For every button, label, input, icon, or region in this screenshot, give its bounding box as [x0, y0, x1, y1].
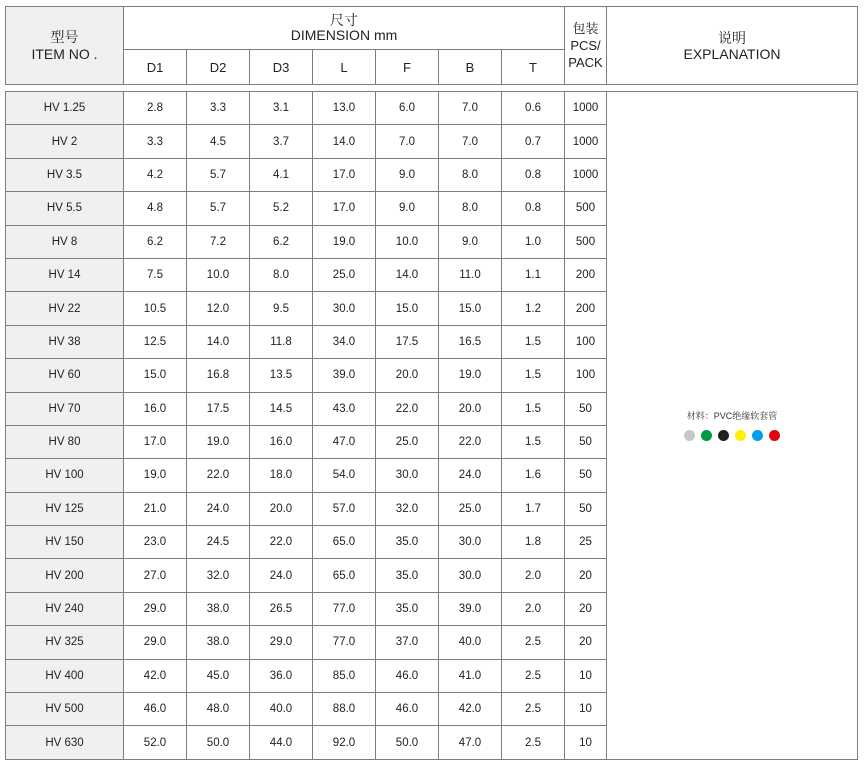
- item-no-cell: HV 38: [6, 325, 124, 358]
- d2-cell: 3.3: [187, 92, 250, 125]
- l-cell: 17.0: [313, 192, 376, 225]
- pack-cell: 100: [565, 325, 607, 358]
- color-swatch-dot: [701, 430, 712, 441]
- d2-cell: 4.5: [187, 125, 250, 158]
- f-cell: 35.0: [376, 592, 439, 625]
- l-cell: 17.0: [313, 158, 376, 191]
- f-cell: 25.0: [376, 425, 439, 458]
- d3-cell: 20.0: [250, 492, 313, 525]
- d1-cell: 6.2: [124, 225, 187, 258]
- f-cell: 17.5: [376, 325, 439, 358]
- d2-cell: 7.2: [187, 225, 250, 258]
- b-cell: 19.0: [439, 359, 502, 392]
- b-cell: 16.5: [439, 325, 502, 358]
- d1-cell: 2.8: [124, 92, 187, 125]
- item-no-cell: HV 1.25: [6, 92, 124, 125]
- pack-cell: 25: [565, 526, 607, 559]
- item-no-cell: HV 5.5: [6, 192, 124, 225]
- item-no-cell: HV 150: [6, 526, 124, 559]
- d2-cell: 10.0: [187, 258, 250, 291]
- color-swatch-dot: [718, 430, 729, 441]
- pack-header-en-2: PACK: [568, 55, 603, 70]
- d2-cell: 19.0: [187, 425, 250, 458]
- l-cell: 77.0: [313, 592, 376, 625]
- column-header-b: B: [439, 50, 502, 85]
- table-row: [6, 92, 858, 125]
- pack-cell: 20: [565, 592, 607, 625]
- t-cell: 1.2: [502, 292, 565, 325]
- item-no-cell: HV 3.5: [6, 158, 124, 191]
- d2-cell: 17.5: [187, 392, 250, 425]
- item-no-cell: HV 60: [6, 359, 124, 392]
- b-cell: 30.0: [439, 526, 502, 559]
- pack-cell: 50: [565, 425, 607, 458]
- color-swatch-dot: [752, 430, 763, 441]
- t-cell: 1.6: [502, 459, 565, 492]
- f-cell: 37.0: [376, 626, 439, 659]
- t-cell: 1.0: [502, 225, 565, 258]
- f-cell: 10.0: [376, 225, 439, 258]
- f-cell: 22.0: [376, 392, 439, 425]
- d1-cell: 4.2: [124, 158, 187, 191]
- b-cell: 22.0: [439, 425, 502, 458]
- f-cell: 9.0: [376, 158, 439, 191]
- item-no-cell: HV 400: [6, 659, 124, 692]
- d3-cell: 29.0: [250, 626, 313, 659]
- pack-cell: 50: [565, 392, 607, 425]
- item-no-cell: HV 100: [6, 459, 124, 492]
- d3-cell: 14.5: [250, 392, 313, 425]
- l-cell: 85.0: [313, 659, 376, 692]
- item-no-cell: HV 125: [6, 492, 124, 525]
- d2-cell: 50.0: [187, 726, 250, 759]
- item-no-cell: HV 325: [6, 626, 124, 659]
- d1-cell: 21.0: [124, 492, 187, 525]
- f-cell: 30.0: [376, 459, 439, 492]
- l-cell: 47.0: [313, 425, 376, 458]
- d1-cell: 52.0: [124, 726, 187, 759]
- pack-cell: 500: [565, 192, 607, 225]
- d2-cell: 16.8: [187, 359, 250, 392]
- b-cell: 41.0: [439, 659, 502, 692]
- f-cell: 20.0: [376, 359, 439, 392]
- d3-cell: 16.0: [250, 425, 313, 458]
- d1-cell: 4.8: [124, 192, 187, 225]
- t-cell: 2.5: [502, 693, 565, 726]
- l-cell: 54.0: [313, 459, 376, 492]
- l-cell: 65.0: [313, 526, 376, 559]
- d2-cell: 48.0: [187, 693, 250, 726]
- column-header-d1: D1: [124, 50, 187, 85]
- l-cell: 77.0: [313, 626, 376, 659]
- item-no-cell: HV 500: [6, 693, 124, 726]
- d1-cell: 42.0: [124, 659, 187, 692]
- f-cell: 46.0: [376, 659, 439, 692]
- explanation-header-en: EXPLANATION: [683, 45, 781, 62]
- t-cell: 1.5: [502, 425, 565, 458]
- item-no-cell: HV 70: [6, 392, 124, 425]
- l-cell: 14.0: [313, 125, 376, 158]
- d1-cell: 29.0: [124, 626, 187, 659]
- item-no-cell: HV 14: [6, 258, 124, 291]
- f-cell: 35.0: [376, 559, 439, 592]
- d3-cell: 18.0: [250, 459, 313, 492]
- l-cell: 30.0: [313, 292, 376, 325]
- l-cell: 88.0: [313, 693, 376, 726]
- pack-cell: 1000: [565, 158, 607, 191]
- pack-cell: 200: [565, 292, 607, 325]
- d3-cell: 9.5: [250, 292, 313, 325]
- d1-cell: 27.0: [124, 559, 187, 592]
- d2-cell: 24.0: [187, 492, 250, 525]
- l-cell: 34.0: [313, 325, 376, 358]
- b-cell: 24.0: [439, 459, 502, 492]
- t-cell: 2.5: [502, 626, 565, 659]
- pack-cell: 20: [565, 559, 607, 592]
- b-cell: 20.0: [439, 392, 502, 425]
- b-cell: 39.0: [439, 592, 502, 625]
- b-cell: 8.0: [439, 192, 502, 225]
- f-cell: 35.0: [376, 526, 439, 559]
- pack-cell: 50: [565, 492, 607, 525]
- f-cell: 32.0: [376, 492, 439, 525]
- color-swatches: [607, 430, 857, 441]
- item-no-cell: HV 240: [6, 592, 124, 625]
- f-cell: 6.0: [376, 92, 439, 125]
- d1-cell: 29.0: [124, 592, 187, 625]
- t-cell: 2.5: [502, 726, 565, 759]
- explanation-header-cn: 说明: [718, 29, 746, 46]
- d3-cell: 13.5: [250, 359, 313, 392]
- item-no-cell: HV 2: [6, 125, 124, 158]
- d2-cell: 14.0: [187, 325, 250, 358]
- item-no-cell: HV 8: [6, 225, 124, 258]
- explanation-header: [607, 7, 858, 85]
- item-no-cell: HV 22: [6, 292, 124, 325]
- pack-header: [565, 7, 607, 85]
- d2-cell: 22.0: [187, 459, 250, 492]
- d1-cell: 15.0: [124, 359, 187, 392]
- d3-cell: 40.0: [250, 693, 313, 726]
- l-cell: 43.0: [313, 392, 376, 425]
- pack-cell: 20: [565, 626, 607, 659]
- dimension-header: [124, 7, 565, 50]
- pack-cell: 1000: [565, 125, 607, 158]
- f-cell: 46.0: [376, 693, 439, 726]
- pack-cell: 100: [565, 359, 607, 392]
- d1-cell: 46.0: [124, 693, 187, 726]
- t-cell: 0.8: [502, 192, 565, 225]
- material-text: 材料：PVC绝缘软套管: [686, 411, 778, 422]
- l-cell: 19.0: [313, 225, 376, 258]
- b-cell: 30.0: [439, 559, 502, 592]
- d2-cell: 32.0: [187, 559, 250, 592]
- l-cell: 13.0: [313, 92, 376, 125]
- d3-cell: 44.0: [250, 726, 313, 759]
- color-swatch-dot: [684, 430, 695, 441]
- item-no-cell: HV 80: [6, 425, 124, 458]
- pack-cell: 10: [565, 659, 607, 692]
- d3-cell: 3.7: [250, 125, 313, 158]
- t-cell: 1.5: [502, 325, 565, 358]
- item-no-header: [6, 7, 124, 85]
- pack-cell: 10: [565, 726, 607, 759]
- d2-cell: 12.0: [187, 292, 250, 325]
- dimension-header-cn: 尺寸: [330, 12, 358, 28]
- pack-header-en-1: PCS/: [570, 38, 601, 53]
- column-header-l: L: [313, 50, 376, 85]
- d2-cell: 38.0: [187, 592, 250, 625]
- item-no-header-en: ITEM NO .: [31, 45, 98, 62]
- d2-cell: 5.7: [187, 158, 250, 191]
- d3-cell: 6.2: [250, 225, 313, 258]
- d1-cell: 3.3: [124, 125, 187, 158]
- b-cell: 7.0: [439, 125, 502, 158]
- f-cell: 14.0: [376, 258, 439, 291]
- item-no-cell: HV 200: [6, 559, 124, 592]
- b-cell: 11.0: [439, 258, 502, 291]
- pack-cell: 50: [565, 459, 607, 492]
- d3-cell: 24.0: [250, 559, 313, 592]
- l-cell: 57.0: [313, 492, 376, 525]
- dimension-header-en: DIMENSION mm: [290, 27, 398, 43]
- f-cell: 15.0: [376, 292, 439, 325]
- d1-cell: 23.0: [124, 526, 187, 559]
- l-cell: 25.0: [313, 258, 376, 291]
- table-header: [5, 6, 858, 85]
- t-cell: 2.5: [502, 659, 565, 692]
- d3-cell: 5.2: [250, 192, 313, 225]
- column-header-f: F: [376, 50, 439, 85]
- d3-cell: 11.8: [250, 325, 313, 358]
- pack-cell: 200: [565, 258, 607, 291]
- d2-cell: 24.5: [187, 526, 250, 559]
- color-swatch-dot: [769, 430, 780, 441]
- b-cell: 25.0: [439, 492, 502, 525]
- d2-cell: 5.7: [187, 192, 250, 225]
- t-cell: 0.7: [502, 125, 565, 158]
- explanation-cell: [607, 92, 858, 760]
- d1-cell: 7.5: [124, 258, 187, 291]
- item-no-header-cn: 型号: [50, 28, 79, 45]
- item-no-cell: HV 630: [6, 726, 124, 759]
- b-cell: 7.0: [439, 92, 502, 125]
- column-header-t: T: [502, 50, 565, 85]
- f-cell: 9.0: [376, 192, 439, 225]
- pack-cell: 10: [565, 693, 607, 726]
- t-cell: 2.0: [502, 559, 565, 592]
- d3-cell: 3.1: [250, 92, 313, 125]
- b-cell: 8.0: [439, 158, 502, 191]
- t-cell: 1.8: [502, 526, 565, 559]
- t-cell: 0.8: [502, 158, 565, 191]
- t-cell: 1.7: [502, 492, 565, 525]
- column-header-d3: D3: [250, 50, 313, 85]
- d1-cell: 16.0: [124, 392, 187, 425]
- t-cell: 0.6: [502, 92, 565, 125]
- color-swatch-dot: [735, 430, 746, 441]
- b-cell: 9.0: [439, 225, 502, 258]
- d1-cell: 17.0: [124, 425, 187, 458]
- d3-cell: 8.0: [250, 258, 313, 291]
- t-cell: 2.0: [502, 592, 565, 625]
- l-cell: 92.0: [313, 726, 376, 759]
- d2-cell: 45.0: [187, 659, 250, 692]
- t-cell: 1.5: [502, 392, 565, 425]
- d1-cell: 12.5: [124, 325, 187, 358]
- d3-cell: 22.0: [250, 526, 313, 559]
- l-cell: 39.0: [313, 359, 376, 392]
- pack-cell: 500: [565, 225, 607, 258]
- table-body: [5, 91, 858, 760]
- pack-cell: 1000: [565, 92, 607, 125]
- d3-cell: 4.1: [250, 158, 313, 191]
- d1-cell: 19.0: [124, 459, 187, 492]
- pack-header-cn: 包装: [572, 21, 599, 36]
- b-cell: 15.0: [439, 292, 502, 325]
- d2-cell: 38.0: [187, 626, 250, 659]
- t-cell: 1.5: [502, 359, 565, 392]
- d3-cell: 26.5: [250, 592, 313, 625]
- column-header-d2: D2: [187, 50, 250, 85]
- b-cell: 40.0: [439, 626, 502, 659]
- d3-cell: 36.0: [250, 659, 313, 692]
- d1-cell: 10.5: [124, 292, 187, 325]
- f-cell: 7.0: [376, 125, 439, 158]
- b-cell: 42.0: [439, 693, 502, 726]
- l-cell: 65.0: [313, 559, 376, 592]
- t-cell: 1.1: [502, 258, 565, 291]
- b-cell: 47.0: [439, 726, 502, 759]
- f-cell: 50.0: [376, 726, 439, 759]
